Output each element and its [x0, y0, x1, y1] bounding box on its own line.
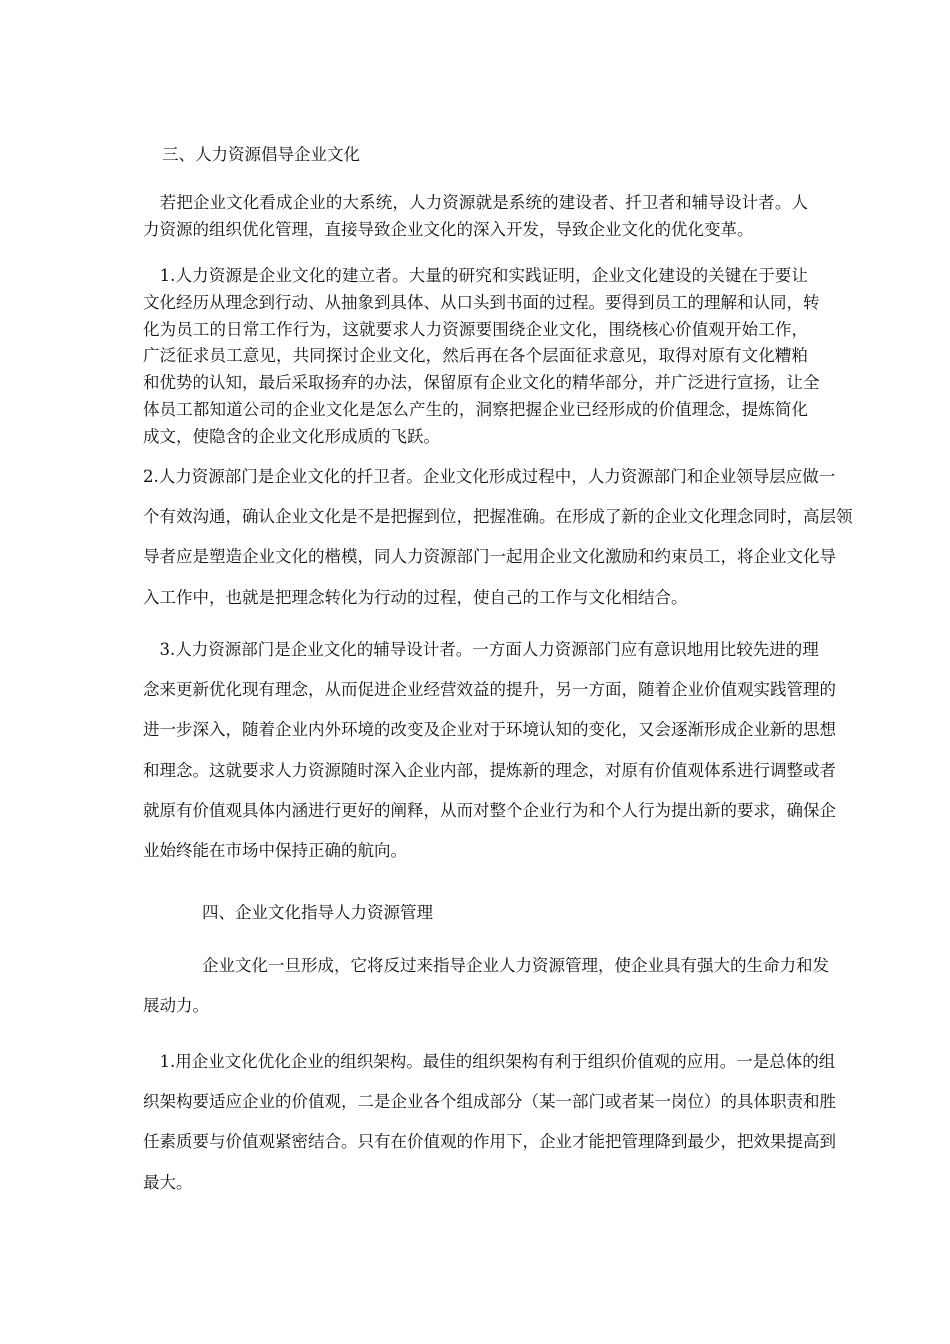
text-line: 展动力。	[143, 996, 209, 1016]
text-line: 文化经历从理念到行动、从抽象到具体、从口头到书面的过程。要得到员工的理解和认同，转	[143, 292, 820, 312]
text-line: 化为员工的日常工作行为，这就要求人力资源要围绕企业文化，围绕核心价值观开始工作，	[143, 319, 808, 339]
text-line: 个有效沟通，确认企业文化是不是把握到位，把握准确。在形成了新的企业文化理念同时，高层领	[143, 507, 853, 527]
text-line: 3.人力资源部门是企业文化的辅导设计者。一方面人力资源部门应有意识地用比较先进的理	[143, 640, 819, 659]
text-line: 和理念。这就要求人力资源随时深入企业内部，提炼新的理念，对原有价值观体系进行调整或者	[143, 760, 836, 780]
text-line: 和优势的认知，最后采取扬弃的办法，保留原有企业文化的精华部分，并广泛进行宣扬，让全	[143, 373, 820, 393]
section-3-intro	[143, 190, 808, 244]
text-line: 力资源的组织优化管理，直接导致企业文化的深入开发，导致企业文化的优化变革。	[143, 219, 754, 239]
section-4-paragraph-1	[143, 1042, 836, 1203]
text-line: 入工作中，也就是把理念转化为行动的过程，使自己的工作与文化相结合。	[143, 587, 688, 607]
text-line: 若把企业文化看成企业的大系统，人力资源就是系统的建设者、扦卫者和辅导设计者。人	[143, 193, 808, 212]
text-line: 1.人力资源是企业文化的建立者。大量的研究和实践证明，企业文化建设的关键在于要让	[143, 266, 808, 285]
text-line: 任素质要与价值观紧密结合。只有在价值观的作用下，企业才能把管理降到最少，把效果提高到	[143, 1132, 836, 1152]
text-line: 2.人力资源部门是企业文化的扦卫者。企业文化形成过程中，人力资源部门和企业领导层应做一	[143, 467, 836, 486]
text-line: 成文，使隐含的企业文化形成质的飞跃。	[143, 426, 440, 446]
text-line: 进一步深入，随着企业内外环境的改变及企业对于环境认知的变化，又会逐渐形成企业新的思想	[143, 720, 836, 740]
text-line: 最大。	[143, 1172, 193, 1192]
text-line: 导者应是塑造企业文化的楷模，同人力资源部门一起用企业文化激励和约束员工，将企业文化导	[143, 547, 836, 567]
text-line: 体员工都知道公司的企业文化是怎么产生的，洞察把握企业已经形成的价值理念，提炼简化	[143, 399, 808, 419]
text-line: 念来更新优化现有理念，从而促进企业经营效益的提升，另一方面，随着企业价值观实践管理的	[143, 680, 836, 700]
text-line: 1.用企业文化优化企业的组织架构。最佳的组织架构有利于组织价值观的应用。一是总体的组	[143, 1052, 836, 1071]
section-4-heading: 四、企业文化指导人力资源管理	[202, 903, 433, 922]
text-line: 广泛征求员工意见，共同探讨企业文化，然后再在各个层面征求意见，取得对原有文化糟粕	[143, 346, 808, 366]
section-4-intro	[143, 946, 829, 1026]
text-line: 业始终能在市场中保持正确的航向。	[143, 840, 407, 860]
section-3-paragraph-1	[143, 263, 820, 451]
section-3-paragraph-3	[143, 630, 836, 871]
text-line: 就原有价值观具体内涵进行更好的阐释，从而对整个企业行为和个人行为提出新的要求，确保企	[143, 800, 836, 820]
text-line: 企业文化一旦形成，它将反过来指导企业人力资源管理，使企业具有强大的生命力和发	[202, 956, 829, 975]
text-line: 织架构要适应企业的价值观，二是企业各个组成部分（某一部门或者某一岗位）的具体职责和胜	[143, 1092, 836, 1112]
section-3-heading: 三、人力资源倡导企业文化	[162, 145, 360, 164]
section-3-paragraph-2	[143, 457, 853, 618]
